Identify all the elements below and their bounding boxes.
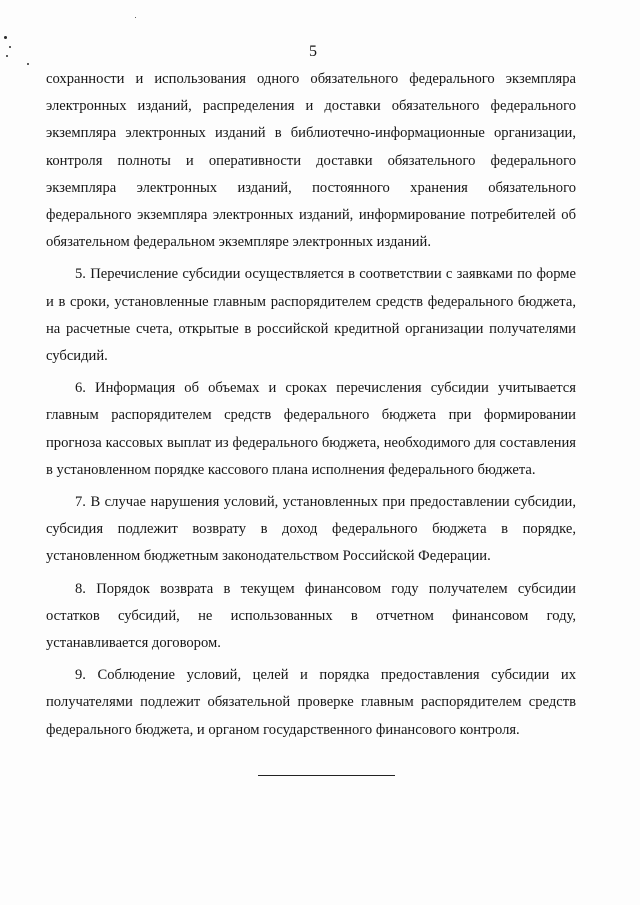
paragraph-7: 7. В случае нарушения условий, установленных при предоставлении субсидии, субсидия подлежит возврату в доход федерального бюджета в порядке, установленном бюджетным законодательством Российской Федерации. <box>46 494 576 565</box>
paragraph-9: 9. Соблюдение условий, целей и порядка предоставления субсидии их получателями подлежит обязательной проверке главным распорядителем средств федерального бюджета, и органом государственного финансового контроля. <box>46 667 576 738</box>
paragraph-8: 8. Порядок возврата в текущем финансовом году получателем субсидии остатков субсидий, не использованных в отчетном финансовом году, устанавливается договором. <box>46 580 576 652</box>
end-of-document-rule <box>258 775 395 776</box>
scan-speck <box>4 36 7 39</box>
paragraph-6: 6. Информация об объемах и сроках перечисления субсидии учитывается главным распорядителем средств федерального бюджета при формировании прогноза кассовых выплат из федерального бюджета, необходимого для составления в установленном порядке кассового плана исполнения федерального бюджета. <box>46 380 576 478</box>
paragraph-continuation: сохранности и использования одного обязательного федерального экземпляра электронных изданий, распределения и доставки обязательного федерального экземпляра электронных изданий в библиотечно-информационные организации, контроля полноты и оперативности доставки обязательного федерального экземпляра электронных изданий, постоянного хранения обязательного федерального экземпляра электронных изданий, информирование потребителей об обязательном федеральном экземпляре электронных изданий. <box>46 71 576 251</box>
scan-speck <box>135 17 136 18</box>
scan-speck <box>27 63 29 65</box>
document-body <box>46 66 576 744</box>
page-number: 5 <box>309 43 317 60</box>
paragraph-5: 5. Перечисление субсидии осуществляется в соответствии с заявками по форме и в сроки, установленные главным распорядителем средств федерального бюджета, на расчетные счета, открытые в российской кредитной организации получателями субсидий. <box>46 266 576 365</box>
